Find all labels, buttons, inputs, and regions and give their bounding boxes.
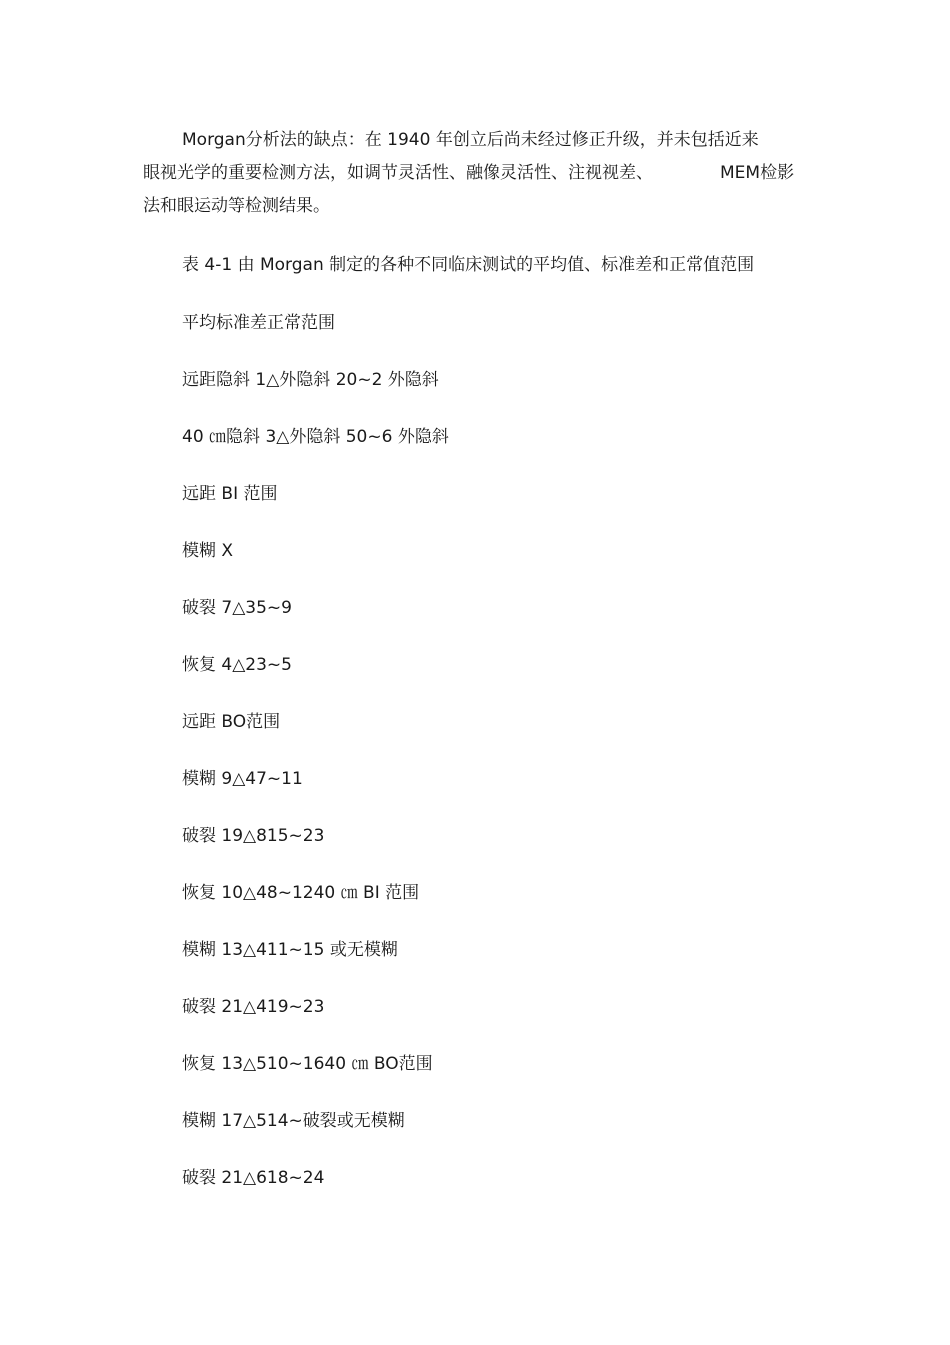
table-row: 40 ㎝隐斜 3△外隐斜 50~6 外隐斜 xyxy=(182,427,449,447)
paragraph-line-2-tail: MEM检影 xyxy=(720,163,795,183)
table-row: 破裂 7△35~9 xyxy=(182,598,292,618)
table-row: 远距隐斜 1△外隐斜 20~2 外隐斜 xyxy=(182,370,439,390)
table-row: 恢复 13△510~1640 ㎝ BO范围 xyxy=(182,1054,433,1074)
table-row: 模糊 13△411~15 或无模糊 xyxy=(182,940,398,960)
table-row: 远距 BO范围 xyxy=(182,712,281,732)
paragraph-line-3: 法和眼运动等检测结果。 xyxy=(143,196,330,216)
table-header: 平均标准差正常范围 xyxy=(182,313,335,333)
table-row: 破裂 21△618~24 xyxy=(182,1168,325,1188)
table-row: 恢复 10△48~1240 ㎝ BI 范围 xyxy=(182,883,420,903)
table-caption: 表 4-1 由 Morgan 制定的各种不同临床测试的平均值、标准差和正常值范围 xyxy=(182,255,755,275)
table-row: 破裂 21△419~23 xyxy=(182,997,325,1017)
table-row: 模糊 9△47~11 xyxy=(182,769,303,789)
table-row: 恢复 4△23~5 xyxy=(182,655,292,675)
paragraph-line-2 xyxy=(143,157,793,190)
table-row: 模糊 17△514~破裂或无模糊 xyxy=(182,1111,405,1131)
paragraph-line-2-text: 眼视光学的重要检测方法，如调节灵活性、融像灵活性、注视视差、 xyxy=(143,163,653,183)
table-row: 破裂 19△815~23 xyxy=(182,826,325,846)
table-row: 模糊 X xyxy=(182,541,234,561)
intro-paragraph xyxy=(143,124,793,223)
paragraph-line-1: Morgan分析法的缺点：在 1940 年创立后尚未经过修正升级，并未包括近来 xyxy=(182,130,759,150)
table-row: 远距 BI 范围 xyxy=(182,484,278,504)
